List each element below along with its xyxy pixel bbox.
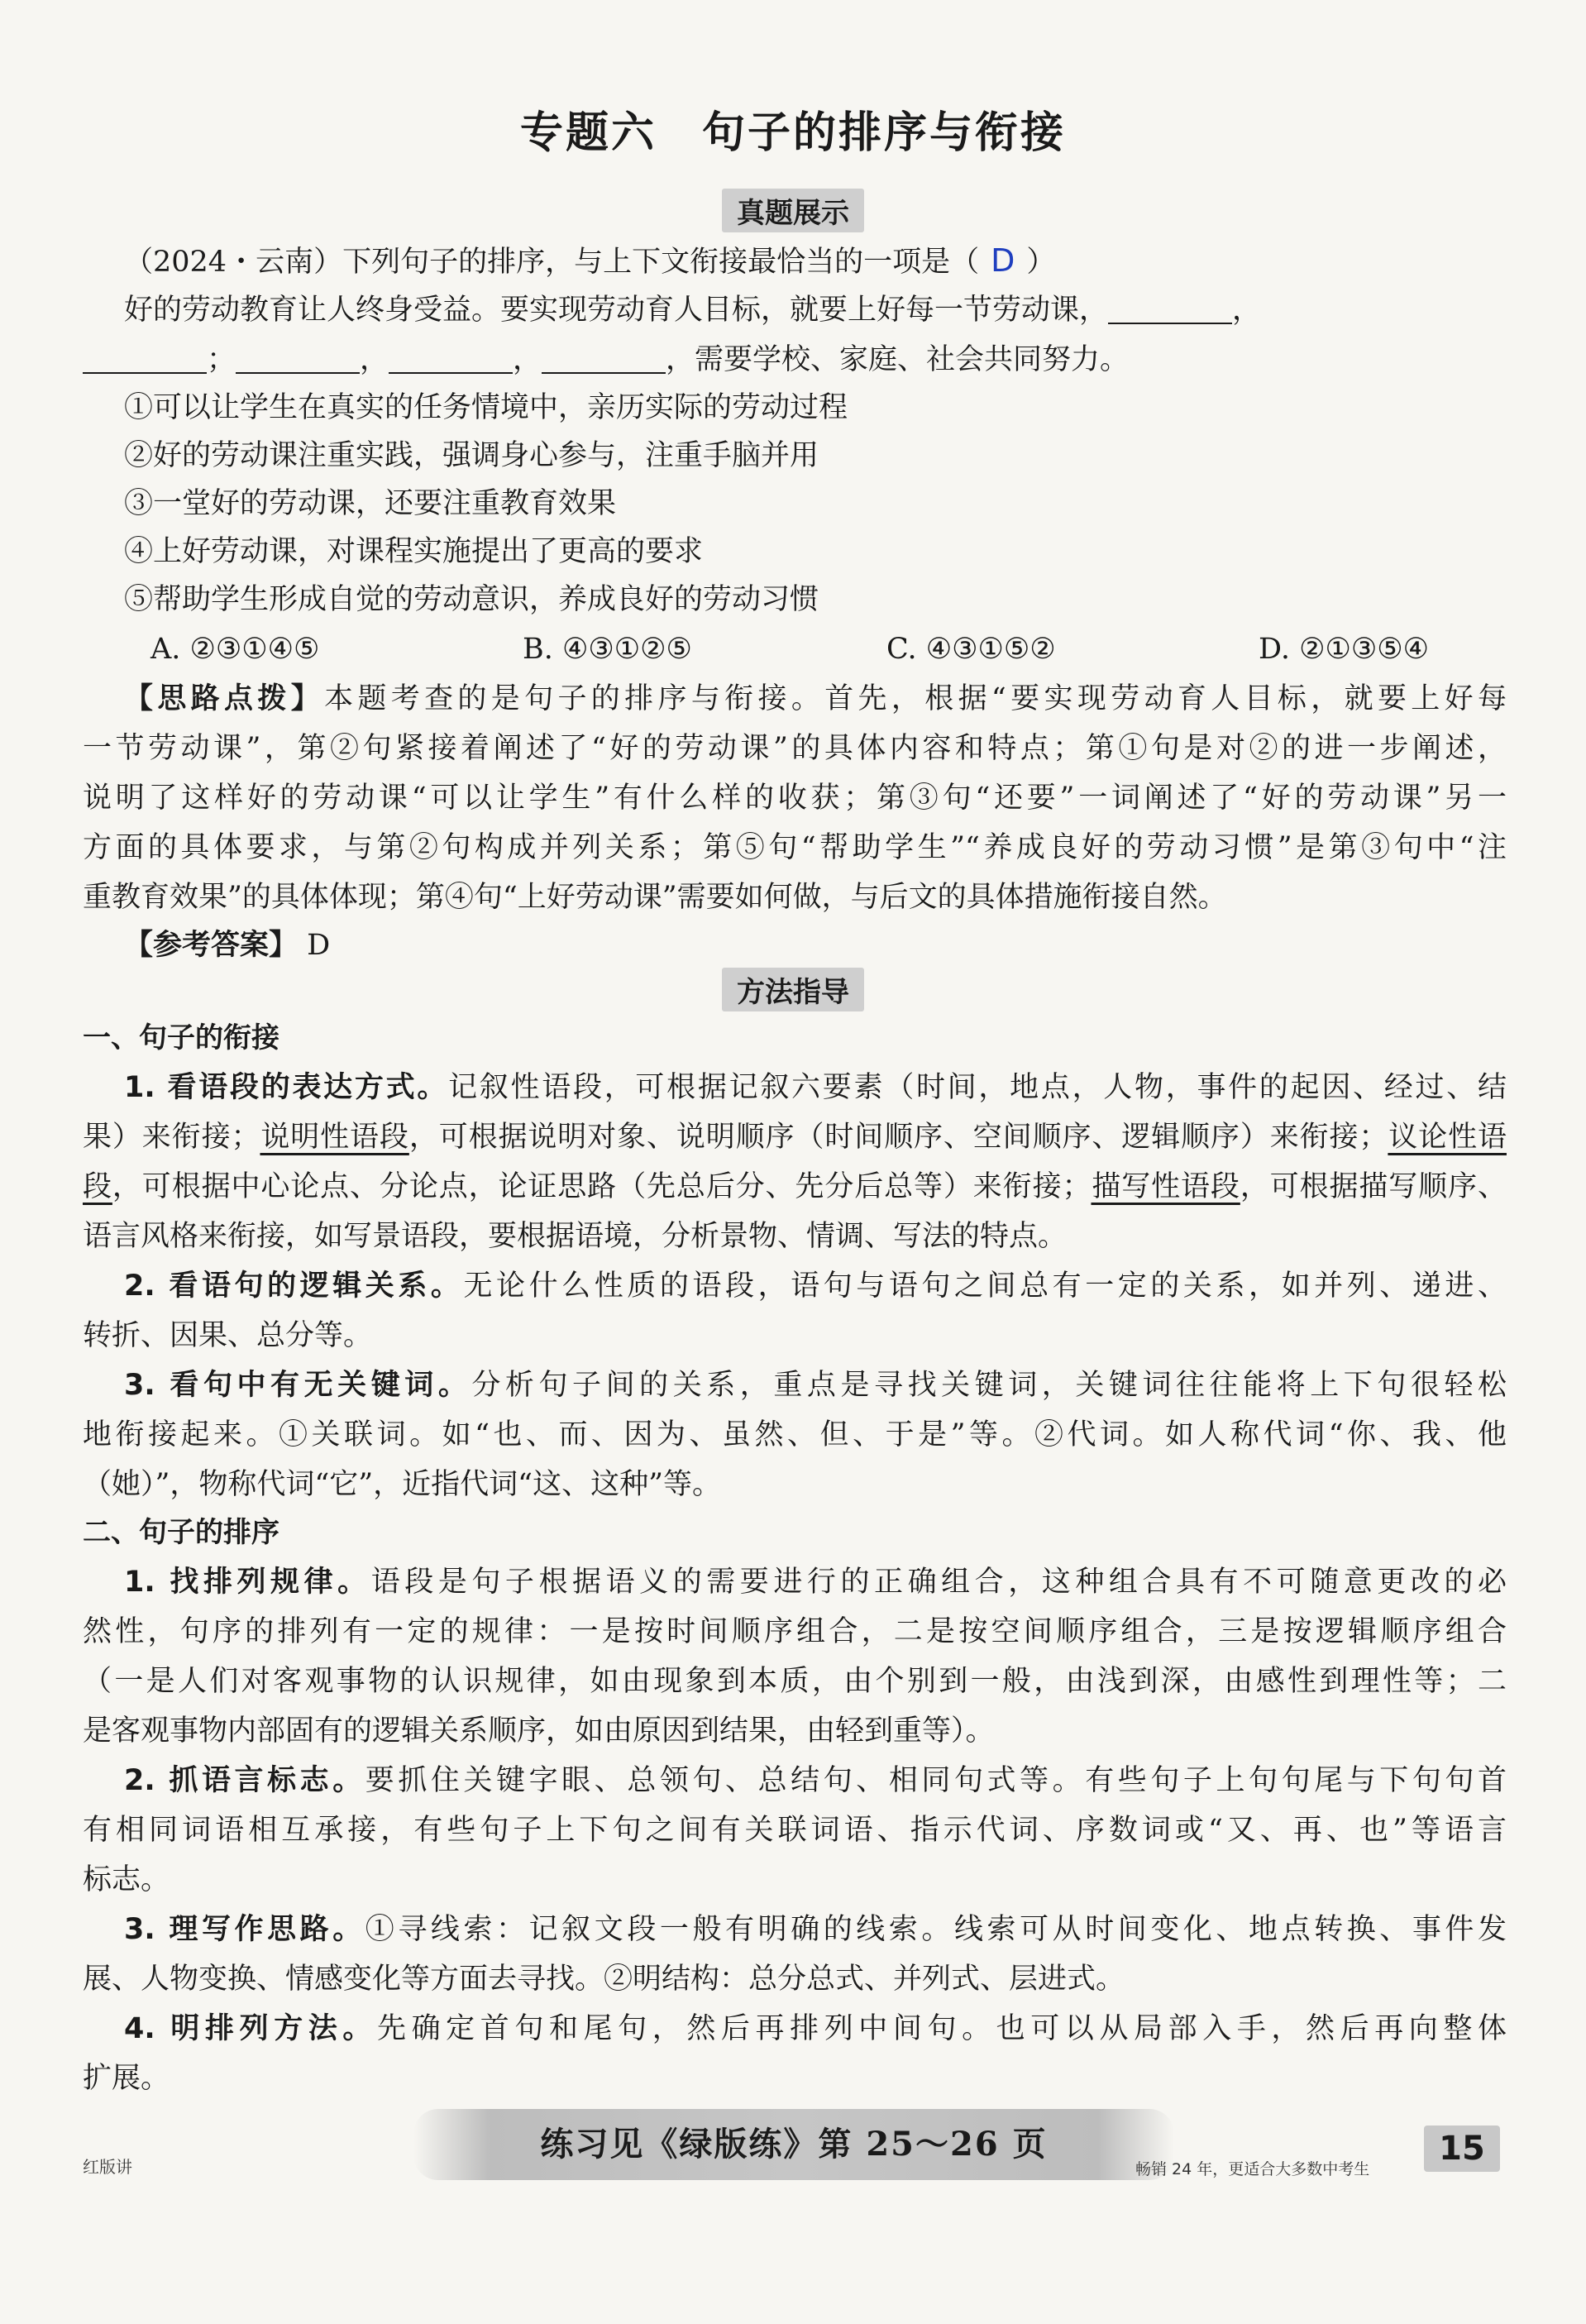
underlined-term: 段 — [83, 1170, 112, 1203]
passage-line-1: 好的劳动教育让人终身受益。要实现劳动育人目标，就要上好每一节劳动课， ， — [124, 294, 1262, 327]
analysis-line-5: 重教育效果”的具体体现；第④句“上好劳动课”需要如何做，与后文的具体措施衔接自然。 — [83, 881, 1227, 914]
underlined-term: 议论性语 — [1388, 1121, 1507, 1154]
paragraph-line: 标志。 — [83, 1863, 170, 1896]
section-heading-methods — [0, 968, 1586, 1011]
underlined-term: 说明性语段 — [260, 1121, 409, 1154]
analysis-line-3: 说明了这样好的劳动课“可以让学生”有什么样的收获；第③句“还要”一词阐述了“好的劳动课”另一 — [83, 782, 1507, 815]
section-heading-label: 方法指导 — [722, 968, 864, 1011]
reference-answer-label: 【参考答案】 — [124, 929, 299, 962]
underlined-term: 描写性语段 — [1091, 1170, 1240, 1203]
list-item: ③一堂好的劳动课，还要注重教育效果 — [124, 487, 617, 520]
answer-blank-4 — [389, 342, 513, 374]
part-title-ordering: 二、句子的排序 — [83, 1516, 279, 1549]
paragraph-line: 是客观事物内部固有的逻辑关系顺序，如由原因到结果，由轻到重等）。 — [83, 1714, 995, 1748]
reference-answer: 【参考答案】 D — [124, 929, 331, 962]
paragraph-line: 有相同词语相互承接，有些句子上下句之间有关联词语、指示代词、序数词或“又、再、也”等语言 — [83, 1814, 1507, 1847]
analysis-line-2: 一节劳动课”，第②句紧接着阐述了“好的劳动课”的具体内容和特点；第①句是对②的进一步阐述， — [83, 732, 1507, 765]
list-item: ⑤帮助学生形成自觉的劳动意识，养成良好的劳动习惯 — [124, 583, 819, 616]
list-item: ②好的劳动课注重实践，强调身心参与，注重手脑并用 — [124, 439, 819, 472]
list-item: ④上好劳动课，对课程实施提出了更高的要求 — [124, 535, 704, 568]
paragraph-line: 扩展。 — [83, 2062, 170, 2095]
paragraph-line: 语言风格来衔接，如写景语段，要根据语境，分析景物、情调、写法的特点。 — [83, 1220, 1068, 1253]
paragraph-line: 转折、因果、总分等。 — [83, 1319, 373, 1352]
footer-slogan: 畅销 24 年，更适合大多数中考生 — [1135, 2160, 1370, 2178]
answer-blank-1 — [1108, 293, 1232, 324]
option-b: B. ④③①②⑤ — [523, 633, 692, 666]
question-stem: （2024・云南）下列句子的排序，与上下文衔接最恰当的一项是（ D ） — [124, 242, 1056, 279]
option-c: C. ④③①⑤② — [886, 633, 1056, 666]
option-d: D. ②①③⑤④ — [1259, 633, 1429, 666]
page-number: 15 — [1424, 2126, 1500, 2172]
list-item: ①可以让学生在真实的任务情境中，亲历实际的劳动过程 — [124, 391, 848, 424]
paragraph-line: 2. 看语句的逻辑关系。无论什么性质的语段，语句与语句之间总有一定的关系，如并列、递进、 — [124, 1270, 1507, 1303]
answer-blank-2 — [83, 342, 207, 374]
paragraph-line: 展、人物变换、情感变化等方面去寻找。②明结构：总分总式、并列式、层进式。 — [83, 1963, 1125, 1996]
answer-blank-5 — [542, 342, 666, 374]
paragraph-line: 果）来衔接；说明性语段，可根据说明对象、说明顺序（时间顺序、空间顺序、逻辑顺序）来衔接；议论性语 — [83, 1121, 1507, 1154]
paragraph-line: 1. 看语段的表达方式。记叙性语段，可根据记叙六要素（时间，地点，人物，事件的起因、经过、结 — [124, 1071, 1507, 1104]
paragraph-line: 然性，句序的排列有一定的规律：一是按时间顺序组合，二是按空间顺序组合，三是按逻辑顺序组合 — [83, 1615, 1507, 1648]
part-title-cohesion: 一、句子的衔接 — [83, 1021, 279, 1054]
analysis-line-4: 方面的具体要求，与第②句构成并列关系；第⑤句“帮助学生”“养成良好的劳动习惯”是第③句中“注 — [83, 831, 1507, 864]
analysis-label: 【思路点拨】 — [124, 682, 325, 715]
section-heading-real-questions — [0, 189, 1586, 232]
footer-series-name: 红版讲 — [83, 2157, 132, 2177]
paragraph-line: （一是人们对客观事物的认识规律，如由现象到本质，由个别到一般，由浅到深，由感性到理性等；二 — [83, 1665, 1507, 1698]
paragraph-line: 2. 抓语言标志。要抓住关键字眼、总领句、总结句、相同句式等。有些句子上句句尾与下句句首 — [124, 1764, 1507, 1797]
section-heading-label: 真题展示 — [722, 189, 864, 232]
practice-reference-banner: 练习见《绿版练》第 25～26 页 — [413, 2109, 1174, 2180]
analysis-line-1: 【思路点拨】本题考查的是句子的排序与衔接。首先，根据“要实现劳动育人目标，就要上好每 — [124, 682, 1507, 715]
answer-blank-3 — [236, 342, 360, 374]
handwritten-answer-mark: D — [991, 242, 1015, 279]
paragraph-line: 1. 找排列规律。语段是句子根据语义的需要进行的正确组合，这种组合具有不可随意更改的必 — [124, 1566, 1507, 1599]
passage-line-2: ； ， ， ，需要学校、家庭、社会共同努力。 — [83, 336, 1507, 384]
paragraph-line: 3. 理写作思路。①寻线索：记叙文段一般有明确的线索。线索可从时间变化、地点转换、事件发 — [124, 1913, 1507, 1946]
paragraph-line: （她）”，物称代词“它”，近指代词“这、这种”等。 — [83, 1468, 721, 1501]
paragraph-line: 4. 明排列方法。先确定首句和尾句，然后再排列中间句。也可以从局部入手，然后再向整体 — [124, 2012, 1507, 2045]
page-title: 专题六 句子的排序与衔接 — [519, 108, 1066, 158]
paragraph-line: 3. 看句中有无关键词。分析句子间的关系，重点是寻找关键词，关键词往往能将上下句很轻松 — [124, 1369, 1507, 1402]
option-a: A. ②③①④⑤ — [150, 633, 320, 666]
paragraph-line: 地衔接起来。①关联词。如“也、而、因为、虽然、但、于是”等。②代词。如人称代词“你、我、他 — [83, 1418, 1507, 1451]
paragraph-line: 段，可根据中心论点、分论点，论证思路（先总后分、先分后总等）来衔接；描写性语段，可根据描写顺序、 — [83, 1170, 1507, 1203]
